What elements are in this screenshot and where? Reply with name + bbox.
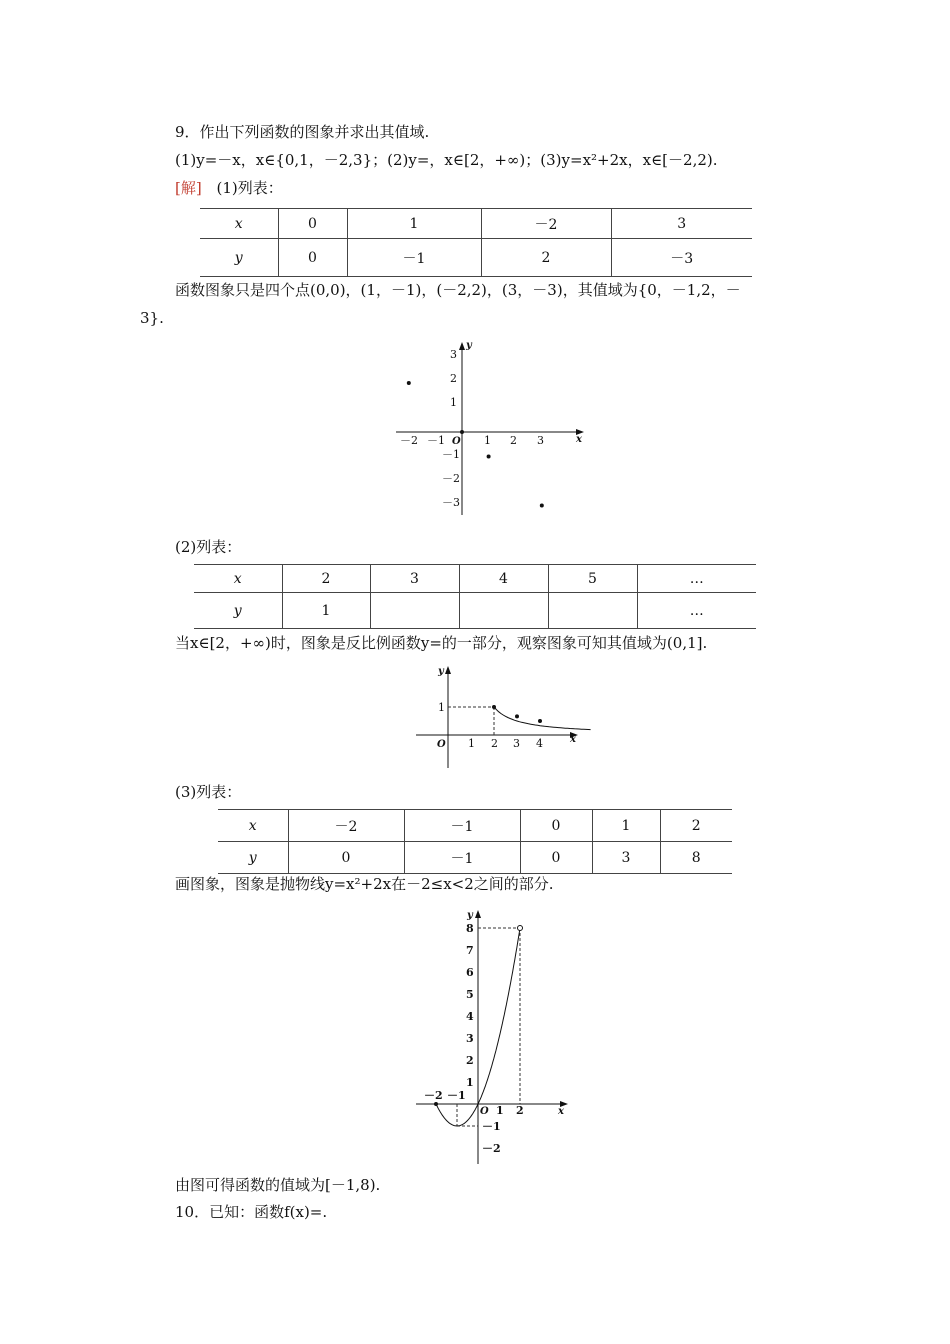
- solution-tag: [解]: [175, 179, 202, 197]
- graph-1-x-label: x: [576, 434, 582, 445]
- graph-1-y-label: y: [466, 340, 472, 351]
- y-tick-label: 1: [450, 396, 457, 409]
- y-tick-label: 3: [466, 1032, 474, 1045]
- x-tick-label: －1: [427, 434, 445, 447]
- table-cell: 0: [278, 209, 347, 239]
- part-1-label: (1)列表：: [216, 179, 283, 197]
- text-2: 当x∈[2，+∞)时，图象是反比例函数y=的一部分，观察图象可知其值域为(0,1].: [175, 634, 708, 652]
- text-1b: 3}.: [140, 309, 164, 327]
- data-point: [515, 714, 519, 718]
- table-cell: 2: [481, 239, 611, 277]
- part-2-label: (2)列表：: [175, 538, 242, 556]
- table-cell: 2: [282, 565, 370, 593]
- reciprocal-curve: [494, 707, 591, 730]
- table-cell: －3: [611, 239, 752, 277]
- y-tick-label: 2: [450, 372, 457, 385]
- table-cell: [459, 593, 548, 629]
- y-tick-label: －3: [442, 496, 460, 509]
- table-cell: －2: [288, 810, 404, 842]
- text-1a: 函数图象只是四个点(0,0)，(1，－1)，(－2,2)，(3，－3)，其值域为{0，－1,2，－: [175, 281, 741, 299]
- table-cell: y: [218, 842, 288, 874]
- table-cell: －1: [347, 239, 481, 277]
- x-tick-label: －1: [447, 1089, 466, 1102]
- y-arrow-icon: [459, 342, 465, 350]
- x-tick-label: 1: [496, 1104, 504, 1117]
- data-point: [487, 455, 491, 459]
- table-3: [218, 809, 732, 874]
- problem-10-title: 10．已知：函数f(x)=.: [175, 1203, 328, 1221]
- table-cell: 8: [660, 842, 732, 874]
- table-cell: y: [194, 593, 282, 629]
- table-2-header-row: [194, 565, 756, 593]
- graph-2: [412, 662, 592, 772]
- solution-line: [175, 178, 283, 198]
- x-tick-label: 3: [537, 434, 544, 447]
- problem-9-parts: (1)y=－x，x∈{0,1，－2,3}；(2)y=，x∈[2，+∞)；(3)y=x²+2x，x∈[－2,2).: [175, 151, 718, 169]
- table-cell: 3: [370, 565, 459, 593]
- start-point: [434, 1102, 438, 1106]
- table-cell: 1: [592, 810, 660, 842]
- open-endpoint: [518, 926, 523, 931]
- table-cell: 2: [660, 810, 732, 842]
- text-4: 由图可得函数的值域为[－1,8).: [175, 1176, 381, 1194]
- data-point: [538, 719, 542, 723]
- table-cell: 0: [520, 810, 592, 842]
- y-tick-label: －2: [482, 1142, 501, 1155]
- graph-1: [392, 340, 592, 520]
- table-cell: x: [194, 565, 282, 593]
- data-point: [492, 705, 496, 709]
- table-cell: 5: [548, 565, 637, 593]
- part-3-label: (3)列表：: [175, 783, 242, 801]
- y-tick-label: 2: [466, 1054, 474, 1067]
- graph-3-x-label: x: [558, 1106, 564, 1117]
- table-cell: 1: [347, 209, 481, 239]
- table-cell: 3: [592, 842, 660, 874]
- table-cell: 0: [288, 842, 404, 874]
- graph-3-origin: O: [480, 1106, 489, 1117]
- x-tick-label: 2: [491, 737, 498, 750]
- y-tick-label: 1: [466, 1076, 474, 1089]
- table-1: [200, 208, 752, 277]
- table-cell: －1: [404, 810, 520, 842]
- graph-2-x-label: x: [570, 734, 576, 745]
- table-cell: x: [200, 209, 278, 239]
- table-cell: 4: [459, 565, 548, 593]
- y-tick-label: －2: [442, 472, 460, 485]
- graph-2-origin: O: [437, 739, 446, 750]
- table-2-value-row: [194, 593, 756, 629]
- y-arrow-icon: [445, 666, 451, 674]
- graph-1-origin: O: [452, 436, 461, 447]
- y-tick-label: －1: [482, 1120, 501, 1133]
- x-tick-label: 2: [516, 1104, 524, 1117]
- graph-3-y-label: y: [467, 910, 473, 921]
- graph-2-y-label: y: [438, 666, 444, 677]
- y-tick-label: －1: [442, 448, 460, 461]
- y-tick-label: 7: [466, 944, 474, 957]
- data-point: [460, 430, 464, 434]
- table-cell: 0: [278, 239, 347, 277]
- x-tick-label: 4: [536, 737, 543, 750]
- x-tick-label: 1: [484, 434, 491, 447]
- y-tick-label: 1: [438, 701, 445, 714]
- graph-3: [412, 906, 582, 1166]
- table-cell: …: [637, 565, 756, 593]
- y-tick-label: 5: [466, 988, 474, 1001]
- table-3-value-row: [218, 842, 732, 874]
- x-tick-label: 2: [510, 434, 517, 447]
- data-point: [540, 504, 544, 508]
- table-cell: －1: [404, 842, 520, 874]
- x-tick-label: 3: [513, 737, 520, 750]
- table-cell: 0: [520, 842, 592, 874]
- x-tick-label: －2: [424, 1089, 443, 1102]
- y-arrow-icon: [475, 910, 481, 918]
- y-tick-label: 8: [466, 922, 474, 935]
- text-3: 画图象，图象是抛物线y=x²+2x在－2≤x<2之间的部分.: [175, 875, 554, 893]
- table-cell: 3: [611, 209, 752, 239]
- table-cell: [548, 593, 637, 629]
- table-cell: y: [200, 239, 278, 277]
- table-2: [194, 564, 756, 629]
- x-tick-label: 1: [468, 737, 475, 750]
- y-tick-label: 4: [466, 1010, 474, 1023]
- table-cell: x: [218, 810, 288, 842]
- table-3-header-row: [218, 810, 732, 842]
- data-point: [407, 381, 411, 385]
- problem-9-title: 9．作出下列函数的图象并求出其值域.: [175, 123, 430, 141]
- y-tick-label: 3: [450, 348, 457, 361]
- table-cell: －2: [481, 209, 611, 239]
- table-1-header-row: [200, 209, 752, 239]
- table-cell: [370, 593, 459, 629]
- table-cell: 1: [282, 593, 370, 629]
- x-tick-label: －2: [400, 434, 418, 447]
- table-cell: …: [637, 593, 756, 629]
- y-tick-label: 6: [466, 966, 474, 979]
- table-1-value-row: [200, 239, 752, 277]
